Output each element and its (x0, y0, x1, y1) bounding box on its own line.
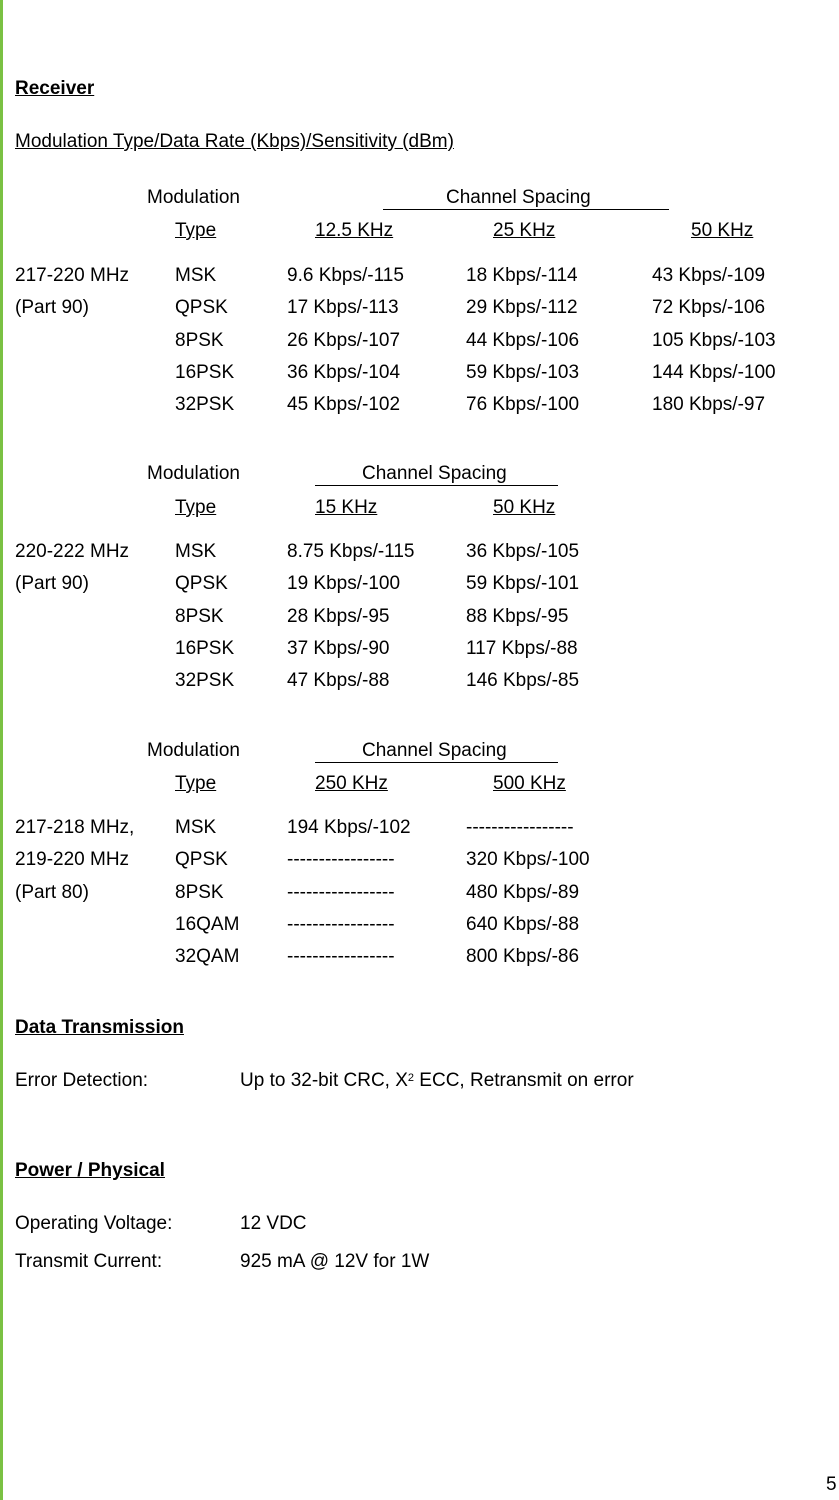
table-cell: 76 Kbps/-100 (466, 394, 580, 415)
table-cell: 32PSK (175, 670, 235, 691)
transmit-current-value: 925 mA @ 12V for 1W (240, 1251, 430, 1272)
table-cell: 105 Kbps/-103 (652, 330, 776, 351)
band-part: (Part 80) (15, 882, 89, 903)
table-cell: QPSK (175, 573, 228, 594)
table-cell: 194 Kbps/-102 (287, 817, 411, 838)
band-part: (Part 90) (15, 573, 89, 594)
channel-spacing-header (315, 740, 558, 763)
table-cell: 88 Kbps/-95 (466, 606, 569, 627)
table-cell: 146 Kbps/-85 (466, 670, 580, 691)
section-heading-power-physical: Power / Physical (15, 1160, 165, 1181)
channel-spacing-header (383, 187, 669, 210)
table-cell: 59 Kbps/-103 (466, 362, 580, 383)
table-cell: 16PSK (175, 362, 235, 383)
table-cell: 37 Kbps/-90 (287, 638, 390, 659)
table-cell: 32QAM (175, 946, 240, 967)
table-cell: ----------------- (287, 882, 395, 903)
table-cell: ----------------- (287, 849, 395, 870)
table-cell: 29 Kbps/-112 (466, 297, 578, 318)
table-cell: 640 Kbps/-88 (466, 914, 580, 935)
table-cell: QPSK (175, 849, 228, 870)
table-cell: 800 Kbps/-86 (466, 946, 580, 967)
type-header: Type (175, 220, 217, 241)
table-cell: 16PSK (175, 638, 235, 659)
operating-voltage-value: 12 VDC (240, 1213, 307, 1234)
operating-voltage-label: Operating Voltage: (15, 1213, 173, 1234)
table-cell: 320 Kbps/-100 (466, 849, 590, 870)
col-header: 12.5 KHz (315, 220, 394, 241)
table-cell: MSK (175, 817, 217, 838)
page-number: 5 (826, 1474, 837, 1495)
table-cell: 47 Kbps/-88 (287, 670, 390, 691)
table-cell: ----------------- (287, 914, 395, 935)
table-cell: 8PSK (175, 330, 224, 351)
col-header: 500 KHz (493, 773, 566, 794)
modulation-label: Modulation (147, 463, 240, 484)
table-cell: ----------------- (466, 817, 574, 838)
table-cell: 16QAM (175, 914, 240, 935)
band-label: 219-220 MHz (15, 849, 130, 870)
table-cell: 480 Kbps/-89 (466, 882, 580, 903)
modulation-label: Modulation (147, 187, 240, 208)
table-cell: 8PSK (175, 882, 224, 903)
channel-spacing-label: Channel Spacing (362, 740, 507, 761)
table-cell: 8PSK (175, 606, 224, 627)
table-cell: 17 Kbps/-113 (287, 297, 399, 318)
col-header: 50 KHz (691, 220, 754, 241)
modulation-label: Modulation (147, 740, 240, 761)
error-detection-value: Up to 32-bit CRC, $X^2$ ECC, Retransmit on error (240, 1070, 634, 1091)
col-header: 50 KHz (493, 497, 556, 518)
band-part: (Part 90) (15, 297, 89, 318)
section-heading-data-transmission: Data Transmission (15, 1017, 184, 1038)
type-header: Type (175, 497, 217, 518)
col-header: 25 KHz (493, 220, 556, 241)
table-cell: 72 Kbps/-106 (652, 297, 766, 318)
channel-spacing-label: Channel Spacing (362, 463, 507, 484)
table-cell: 26 Kbps/-107 (287, 330, 401, 351)
transmit-current-label: Transmit Current: (15, 1251, 163, 1272)
table-cell: ----------------- (287, 946, 395, 967)
table-cell: MSK (175, 541, 217, 562)
table-cell: MSK (175, 265, 217, 286)
band-label: 217-220 MHz (15, 265, 130, 286)
table-cell: 59 Kbps/-101 (466, 573, 580, 594)
col-header: 15 KHz (315, 497, 378, 518)
table-cell: 32PSK (175, 394, 235, 415)
col-header: 250 KHz (315, 773, 388, 794)
band-label: 217-218 MHz, (15, 817, 135, 838)
band-label: 220-222 MHz (15, 541, 130, 562)
table-cell: 45 Kbps/-102 (287, 394, 401, 415)
table-cell: 9.6 Kbps/-115 (287, 265, 404, 286)
channel-spacing-label: Channel Spacing (446, 187, 591, 208)
table-cell: 180 Kbps/-97 (652, 394, 766, 415)
section-heading-receiver: Receiver (15, 78, 95, 99)
table-cell: 36 Kbps/-105 (466, 541, 580, 562)
table-cell: 36 Kbps/-104 (287, 362, 401, 383)
table-cell: 44 Kbps/-106 (466, 330, 580, 351)
channel-spacing-header (315, 463, 558, 486)
table-cell: 18 Kbps/-114 (466, 265, 578, 286)
table-cell: QPSK (175, 297, 228, 318)
table-cell: 28 Kbps/-95 (287, 606, 390, 627)
type-header: Type (175, 773, 217, 794)
table-cell: 19 Kbps/-100 (287, 573, 401, 594)
table-cell: 8.75 Kbps/-115 (287, 541, 415, 562)
table-cell: 117 Kbps/-88 (466, 638, 578, 659)
table-cell: 43 Kbps/-109 (652, 265, 766, 286)
table-cell: 144 Kbps/-100 (652, 362, 776, 383)
accent-bar (0, 0, 3, 1500)
modulation-caption: Modulation Type/Data Rate (Kbps)/Sensitivity (dBm) (15, 131, 454, 152)
error-detection-label: Error Detection: (15, 1070, 149, 1091)
